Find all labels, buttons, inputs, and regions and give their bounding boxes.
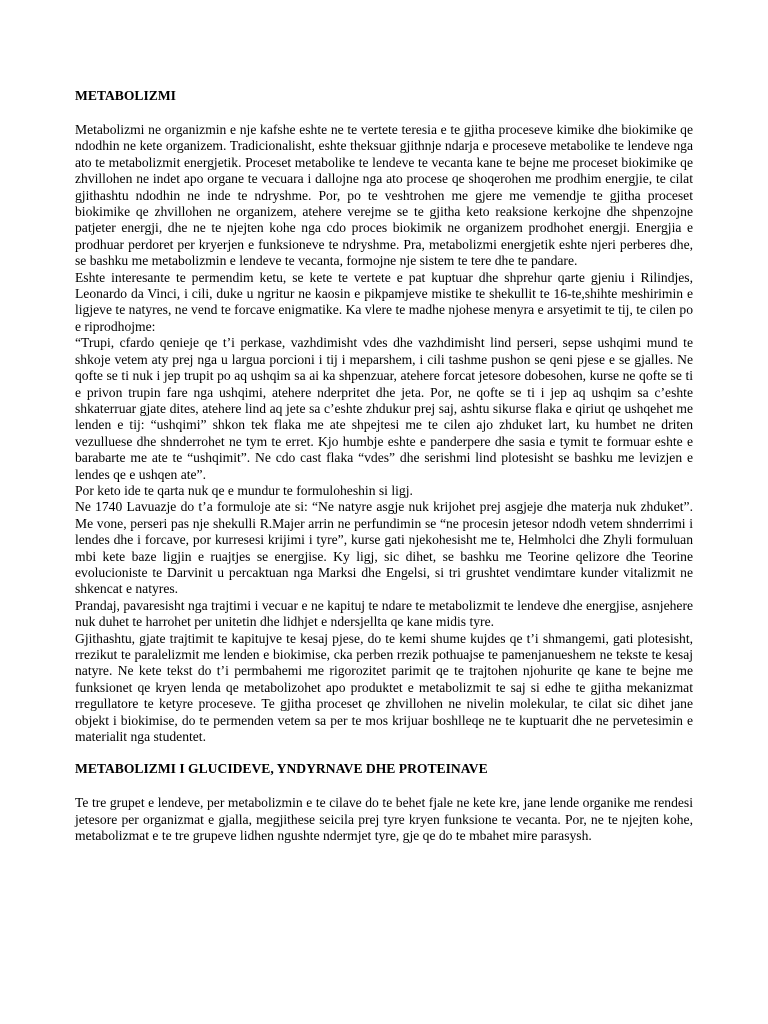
section-title-glucidet: METABOLIZMI I GLUCIDEVE, YNDYRNAVE DHE PROTEINAVE [75, 761, 488, 777]
paragraph-final: Te tre grupet e lendeve, per metabolizmin e te cilave do te behet fjale ne kete kre, jane lende organike me rendesi jetesore per organizmat e gjalla, megjithese seicila prej tyre kryen funksione te vecanta. Por, ne te njejten kohe, metabolizmat e te tre grupeve lidhen ngushte ndermjet tyre, gje qe do te mbahet mire parasysh. [75, 795, 693, 844]
paragraph-quote: “Trupi, cfardo qenieje qe t’i perkase, vazhdimisht vdes dhe vazhdimisht lind perseri, sepse ushqimi mund te shkoje vetem aty prej nga u largua porcioni i tij i meparshem, i cili tashme pushon se qeni pjese e se gjalles. Ne qofte se ti nuk i jep trupit po aq ushqim sa ai ka shpenzuar, atehere forcat jetesore dobesohen, kurse ne qofte se ti e privon trupin fare nga ushqimi, atehere nderpritet dhe jeta. Por, ne qofte se ti i jep aq ushqim sa c’eshte shkaterruar gjate dites, atehere lind aq jete sa c’eshte zhdukur prej saj, ashtu sikurse flaka e qiriut qe ushqehet me lenden e tij: “ushqimi” shkon tek flaka me ate shpejtesi me te cilen ajo zhduket lart, ku humbet ne driten vezulluese dhe shnderrohet ne tym te erret. Kjo humbje eshte e panderpere dhe sasia e tymit te formuar eshte e barabarte me ate te “ushqimit”. Ne cdo cast flaka “vdes” dhe serishmi lind plotesisht se bashku me levizjen e lendes qe e ushqen ate”. [75, 335, 693, 482]
section-title-metabolizmi: METABOLIZMI [75, 88, 176, 103]
paragraph-ideas: Por keto ide te qarta nuk qe e mundur te formuloheshin si ligj. [75, 482, 413, 498]
paragraph-lavuazje: Ne 1740 Lavuazje do t’a formuloje ate si: “Ne natyre asgje nuk krijohet prej asgjeje dhe materja nuk zhduket”. Me vone, perseri pas nje shekulli R.Majer arrin ne perfundimin se “ne procesin jetesor ndodh vetem shnderrimi i lendes dhe i forcave, por kurresesi krijimi i tyre”, kurse gati njekohesisht me te, Helmholci dhe Zhyli formuluan mbi kete baze ligjin e ruajtjes se energjise. Ky ligj, sic dihet, se bashku me Teorine qelizore dhe Teorine evolucioniste te Darvinit u percaktuan nga Marksi dhe Engelsi, si tri grushtet vendimtare kunder vitalizmit ne shkencat e natyres. [75, 499, 693, 597]
paragraph-intro: Metabolizmi ne organizmin e nje kafshe eshte ne te vertete teresia e te gjitha proceseve kimike dhe biokimike qe ndodhin ne kete organizem. Tradicionalisht, eshte theksuar gjithnje ndarja e proceseve metabolike te lendeve nga ato te metabolizmit energjetik. Proceset metabolike te lendeve te vecanta kane te bejne me proceset biokimike qe zhvillohen ne indet apo organe te vecuara i dallojne nga ato procese qe shoqerohen me prodhim energjie, te cilat gjithashtu ndodhin ne inde te ndryshme. Por, po te veshtrohen me gjere me vemendje te gjitha proceset biokimike qe zhvillohen ne organizem, atehere verejme se te gjitha keto reaksione kerkojne dhe shpenzojne patjeter energji, dhe ne te njejten kohe nga cdo proces biokimik ne organizem prodhohet energji. Energjia e prodhuar perdoret per kryerjen e funksioneve te ndryshme. Pra, metabolizmi energjetik eshte njeri perberes dhe, se bashku me metabolizmin e lendeve te vecanta, formojne nje sistem te tere dhe te pandare. [75, 122, 693, 269]
paragraph-prandaj: Prandaj, pavaresisht nga trajtimi i vecuar e ne kapituj te ndare te metabolizmit te lendeve dhe energjise, asnjehere nuk duhet te harrohet per unitetin dhe lidhjet e ndersjellta qe kane midis tyre. [75, 597, 693, 630]
paragraph-gjithashtu: Gjithashtu, gjate trajtimit te kapitujve te kesaj pjese, do te kemi shume kujdes qe t’i shmangemi, gati plotesisht, rrezikut te paralelizmit me lenden e biokimise, cka perben rrezik pothuajse te pamenjanueshem ne tekste te kesaj natyre. Ne kete tekst do t’i permbahemi me rigorozitet parimit qe te trajtohen njohurite qe kane te bejne me funksionet qe kryen lenda qe metabolizohet apo produktet e metabolizmit te saj si edhe te gjitha mekanizmat rregullatore te ketyre proceseve. Te gjitha proceset qe zhvillohen ne nivelin molekular, te cilat sic dihet jane objekt i biokimise, do te permenden vetem sa per te mos krijuar boshlleqe ne te kuptuarit dhe ne pervetesimin e materialit nga studentet. [75, 630, 693, 745]
paragraph-leonardo: Eshte interesante te permendim ketu, se kete te vertete e pat kuptuar dhe shprehur qarte gjeniu i Rilindjes, Leonardo da Vinci, i cili, duke u ngritur ne kaosin e pikpamjeve mistike te shekullit te 16-te,shihte meshirimin e ligjeve te natyres, ne vend te forcave enigmatike. Ka vlere te madhe njohese menyra e arsyetimit te tij, te cilen po e riprodhojme: [75, 269, 693, 334]
